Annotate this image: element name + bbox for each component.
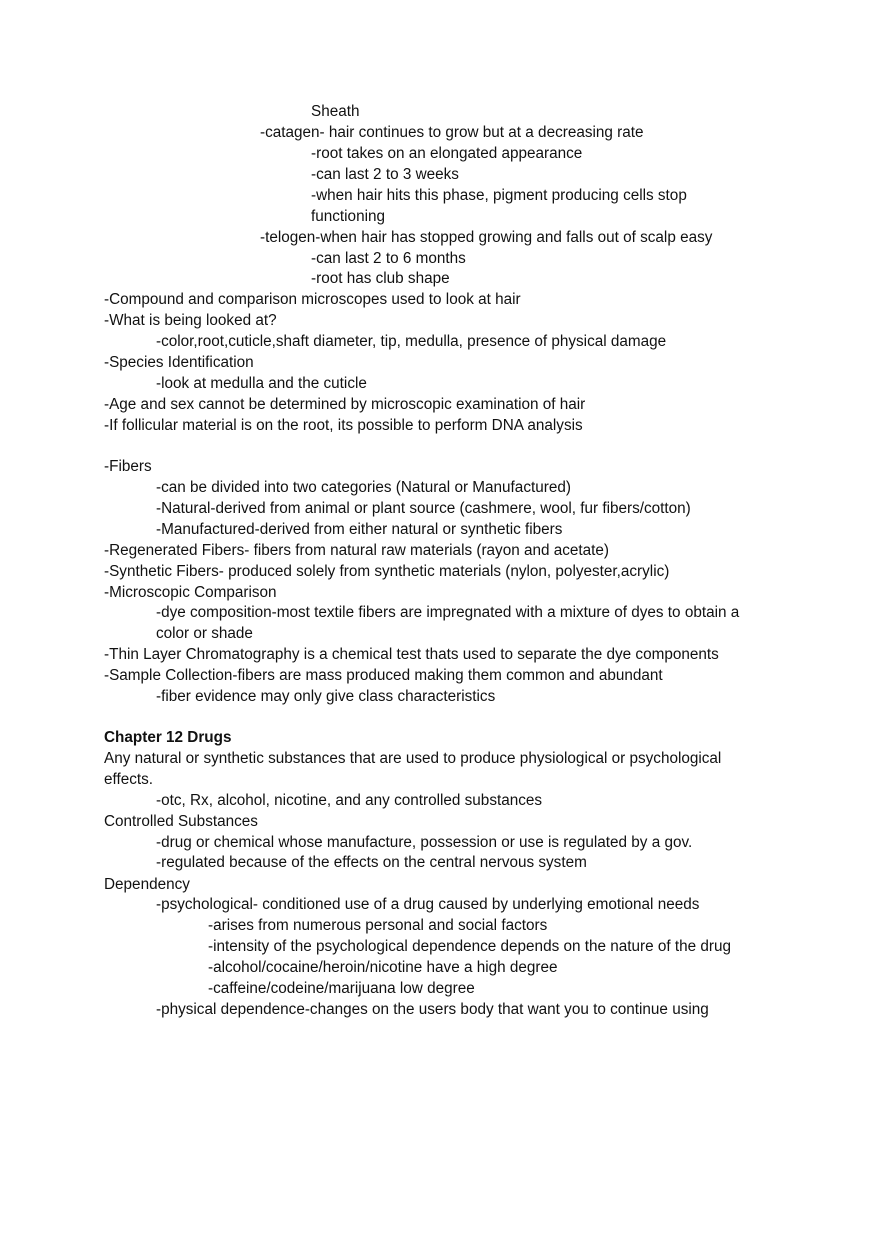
text-line: -Natural-derived from animal or plant source (cashmere, wool, fur fibers/cotton) xyxy=(156,500,691,517)
text-line: -otc, Rx, alcohol, nicotine, and any controlled substances xyxy=(156,792,543,809)
text-line: -root has club shape xyxy=(311,270,450,287)
text-line: -dye composition-most textile fibers are impregnated with a mixture of dyes to obtain a xyxy=(156,604,740,621)
text-line: color or shade xyxy=(156,625,253,642)
text-line: -color,root,cuticle,shaft diameter, tip, medulla, presence of physical damage xyxy=(156,333,667,350)
text-line: -intensity of the psychological dependence depends on the nature of the drug xyxy=(208,938,732,955)
text-line: -arises from numerous personal and social factors xyxy=(208,917,548,934)
text-line: -Manufactured-derived from either natural or synthetic fibers xyxy=(156,521,563,538)
text-line: -Synthetic Fibers- produced solely from synthetic materials (nylon, polyester,acrylic) xyxy=(104,563,670,580)
text-line: -Sample Collection-fibers are mass produced making them common and abundant xyxy=(104,667,663,684)
chapter-heading: Chapter 12 Drugs xyxy=(104,729,232,746)
text-line: -Compound and comparison microscopes used to look at hair xyxy=(104,291,521,308)
text-line: -catagen- hair continues to grow but at a decreasing rate xyxy=(260,124,644,141)
text-line: -fiber evidence may only give class characteristics xyxy=(156,688,496,705)
text-line: -can last 2 to 6 months xyxy=(311,250,466,267)
text-line: Sheath xyxy=(311,103,360,120)
text-line: -Thin Layer Chromatography is a chemical test thats used to separate the dye components xyxy=(104,646,719,663)
text-line: Dependency xyxy=(104,876,190,893)
text-line: -telogen-when hair has stopped growing and falls out of scalp easy xyxy=(260,229,713,246)
text-line: -physical dependence-changes on the users body that want you to continue using xyxy=(156,1001,709,1018)
text-line: Controlled Substances xyxy=(104,813,258,830)
text-line: -Species Identification xyxy=(104,354,254,371)
text-line: -regulated because of the effects on the central nervous system xyxy=(156,854,587,871)
text-line: Any natural or synthetic substances that are used to produce physiological or psychological xyxy=(104,750,722,767)
text-line: effects. xyxy=(104,771,154,788)
text-line: -root takes on an elongated appearance xyxy=(311,145,583,162)
text-line: -Fibers xyxy=(104,458,152,475)
text-line: -alcohol/cocaine/heroin/nicotine have a high degree xyxy=(208,959,558,976)
text-line: -Regenerated Fibers- fibers from natural raw materials (rayon and acetate) xyxy=(104,542,610,559)
text-line: -drug or chemical whose manufacture, possession or use is regulated by a gov. xyxy=(156,834,693,851)
text-line: -What is being looked at? xyxy=(104,312,277,329)
text-line: -caffeine/codeine/marijuana low degree xyxy=(208,980,475,997)
text-line: -can last 2 to 3 weeks xyxy=(311,166,459,183)
text-line: -Microscopic Comparison xyxy=(104,584,277,601)
text-line: -psychological- conditioned use of a drug caused by underlying emotional needs xyxy=(156,896,700,913)
text-line: -can be divided into two categories (Natural or Manufactured) xyxy=(156,479,571,496)
text-line: -look at medulla and the cuticle xyxy=(156,375,367,392)
text-line: -Age and sex cannot be determined by microscopic examination of hair xyxy=(104,396,586,413)
text-line: -when hair hits this phase, pigment producing cells stop xyxy=(311,187,687,204)
text-line: -If follicular material is on the root, its possible to perform DNA analysis xyxy=(104,417,583,434)
text-line: functioning xyxy=(311,208,385,225)
